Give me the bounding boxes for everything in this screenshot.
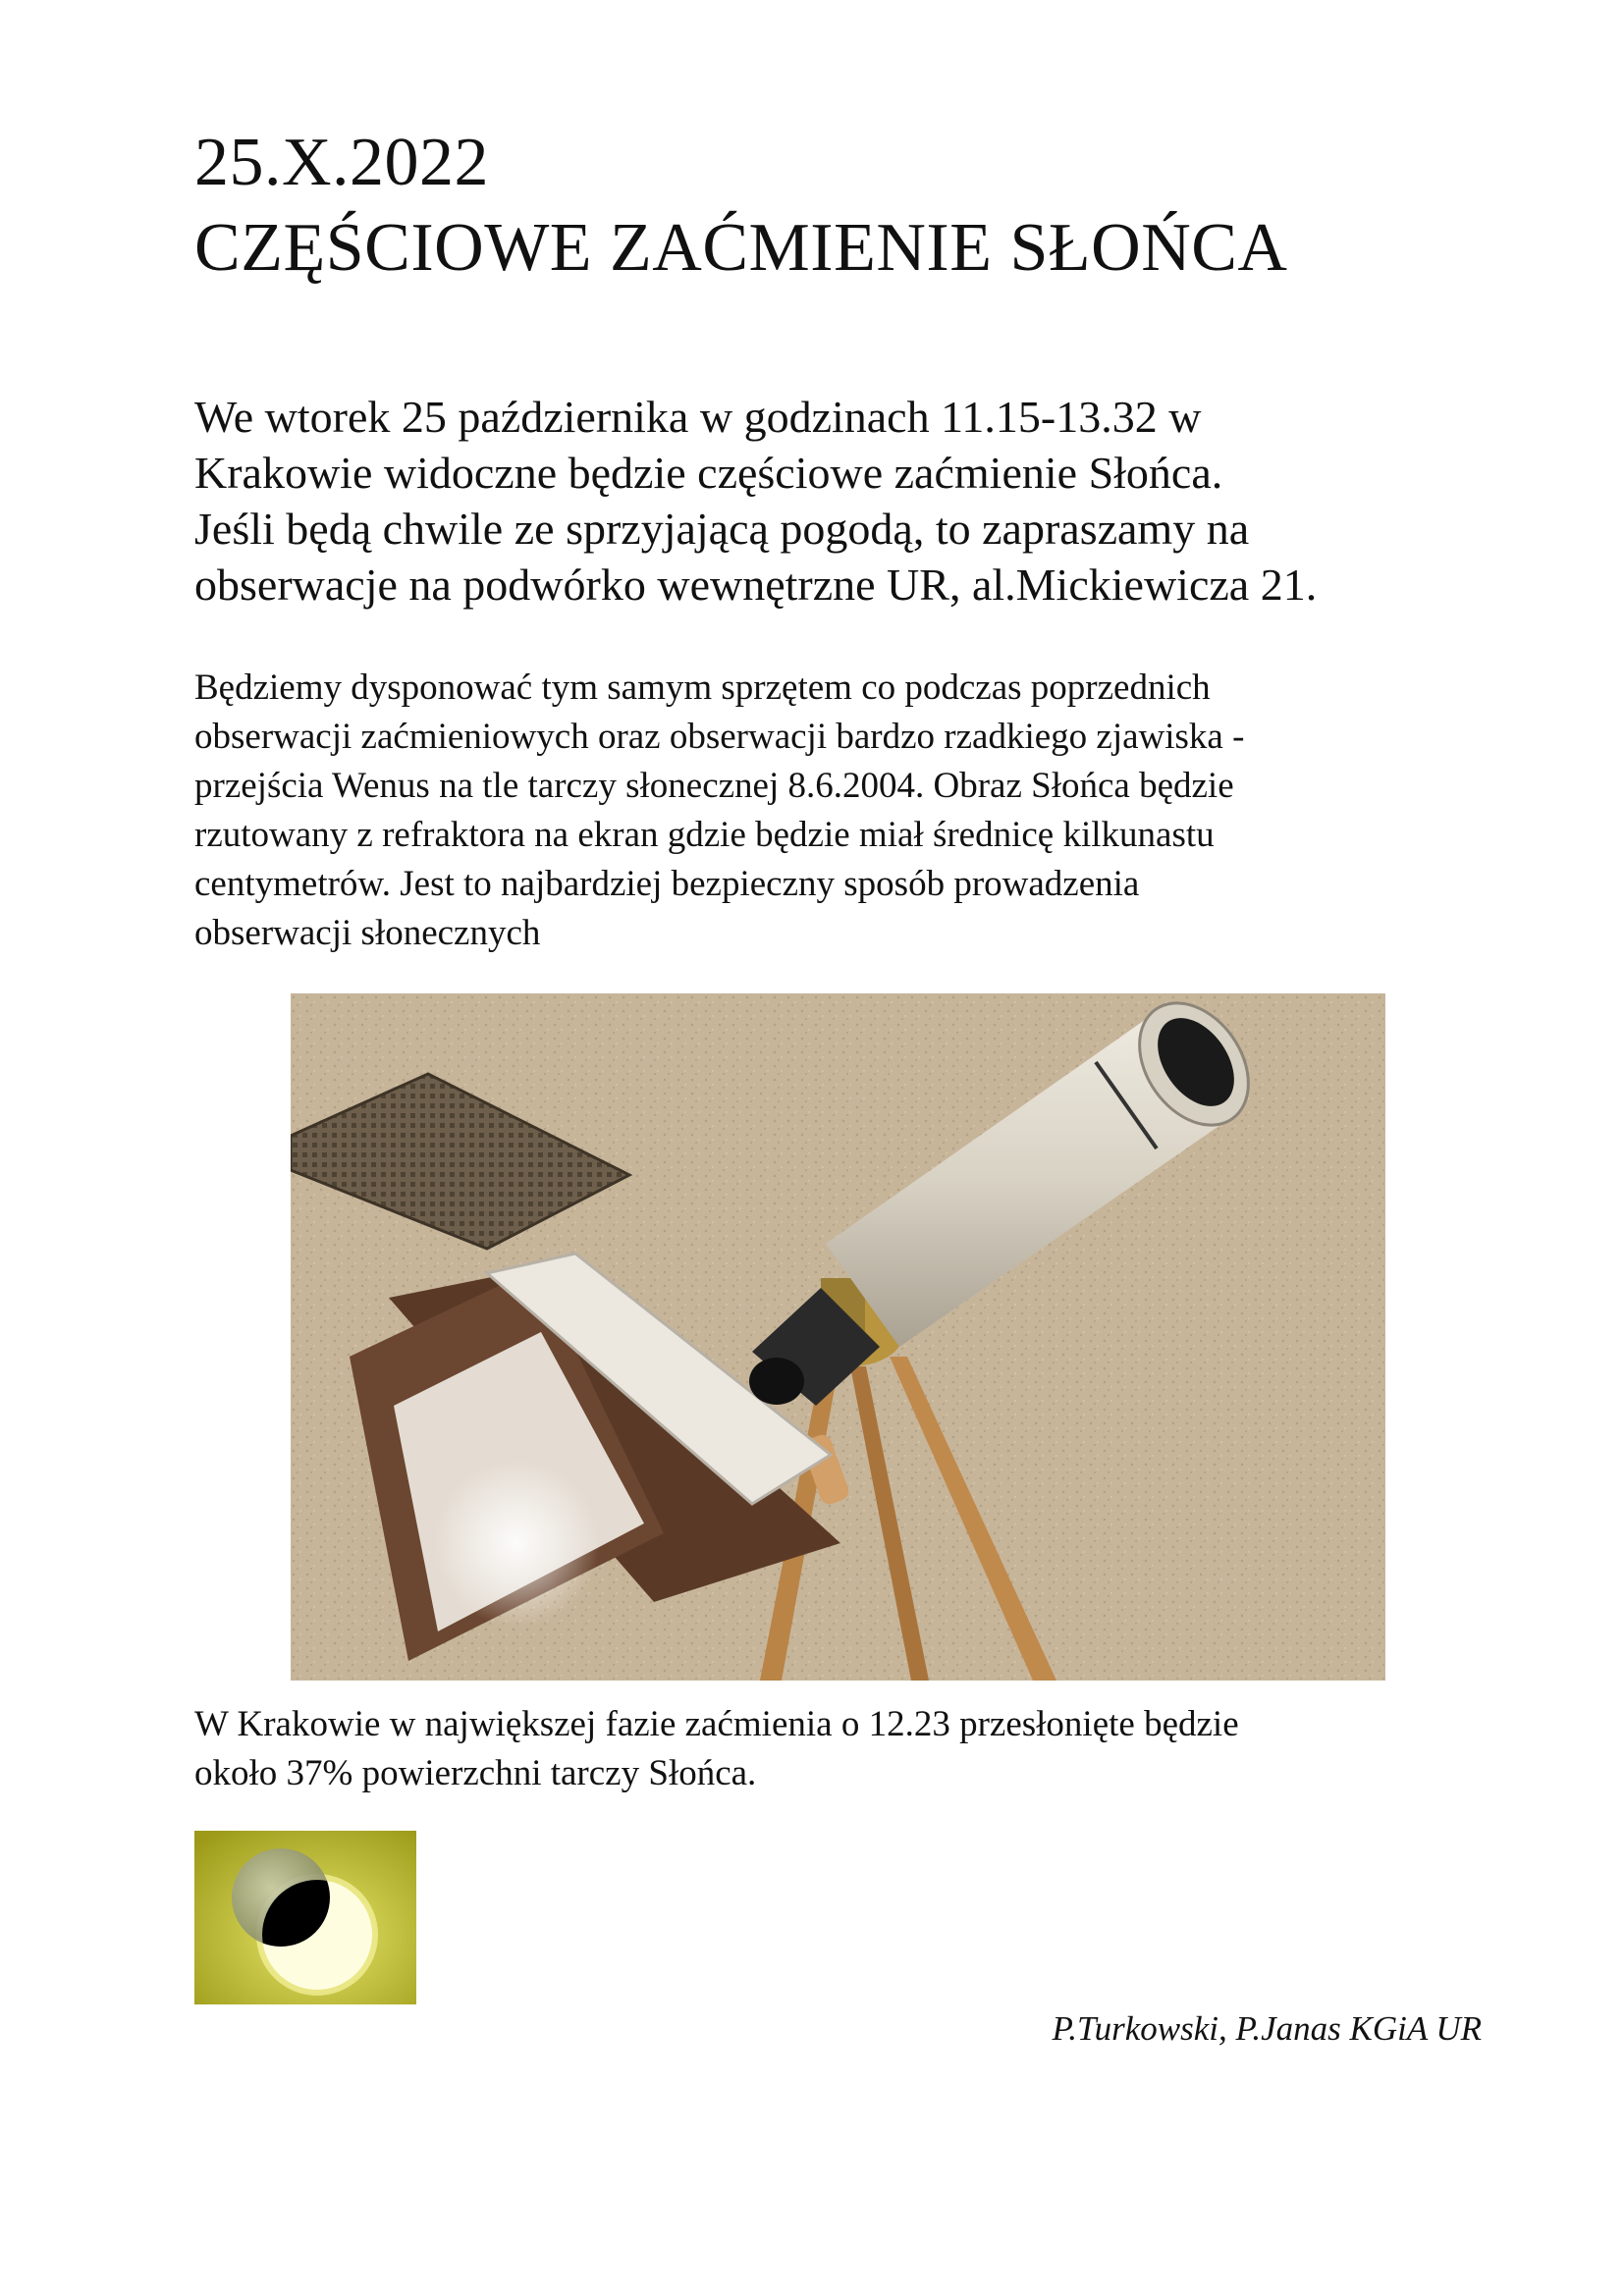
body-line: obserwacji słonecznych	[194, 913, 541, 953]
title-date: 25.X.2022	[194, 125, 490, 200]
authors: P.Turkowski, P.Janas KGiA UR	[1052, 2009, 1482, 2048]
caption-line: około 37% powierzchni tarczy Słońca.	[194, 1753, 757, 1793]
eclipse-illustration	[194, 1831, 416, 2004]
body-line: obserwacji zaćmieniowych oraz obserwacji bardzo rzadkiego zjawiska -	[194, 717, 1245, 757]
lead-line: We wtorek 25 października w godzinach 11.15-13.32 w	[194, 392, 1202, 442]
title-heading: CZĘŚCIOWE ZAĆMIENIE SŁOŃCA	[194, 210, 1288, 286]
body-line: Będziemy dysponować tym samym sprzętem co podczas poprzednich	[194, 667, 1211, 708]
caption-paragraph	[194, 1700, 1490, 1798]
body-line: rzutowany z refraktora na ekran gdzie będzie miał średnicę kilkunastu	[194, 815, 1215, 855]
lead-paragraph	[194, 389, 1490, 613]
lead-line: obserwacje na podwórko wewnętrzne UR, al.Mickiewicza 21.	[194, 560, 1318, 610]
lead-line: Jeśli będą chwile ze sprzyjającą pogodą, to zapraszamy na	[194, 504, 1250, 554]
body-line: przejścia Wenus na tle tarczy słonecznej 8.6.2004. Obraz Słońca będzie	[194, 766, 1234, 806]
caption-line: W Krakowie w największej fazie zaćmienia o 12.23 przesłonięte będzie	[194, 1704, 1239, 1744]
telescope-photo	[291, 993, 1385, 1681]
body-paragraph	[194, 664, 1490, 958]
page-title	[194, 120, 1287, 291]
body-line: centymetrów. Jest to najbardziej bezpieczny sposób prowadzenia	[194, 864, 1140, 904]
lead-line: Krakowie widoczne będzie częściowe zaćmienie Słońca.	[194, 448, 1223, 498]
